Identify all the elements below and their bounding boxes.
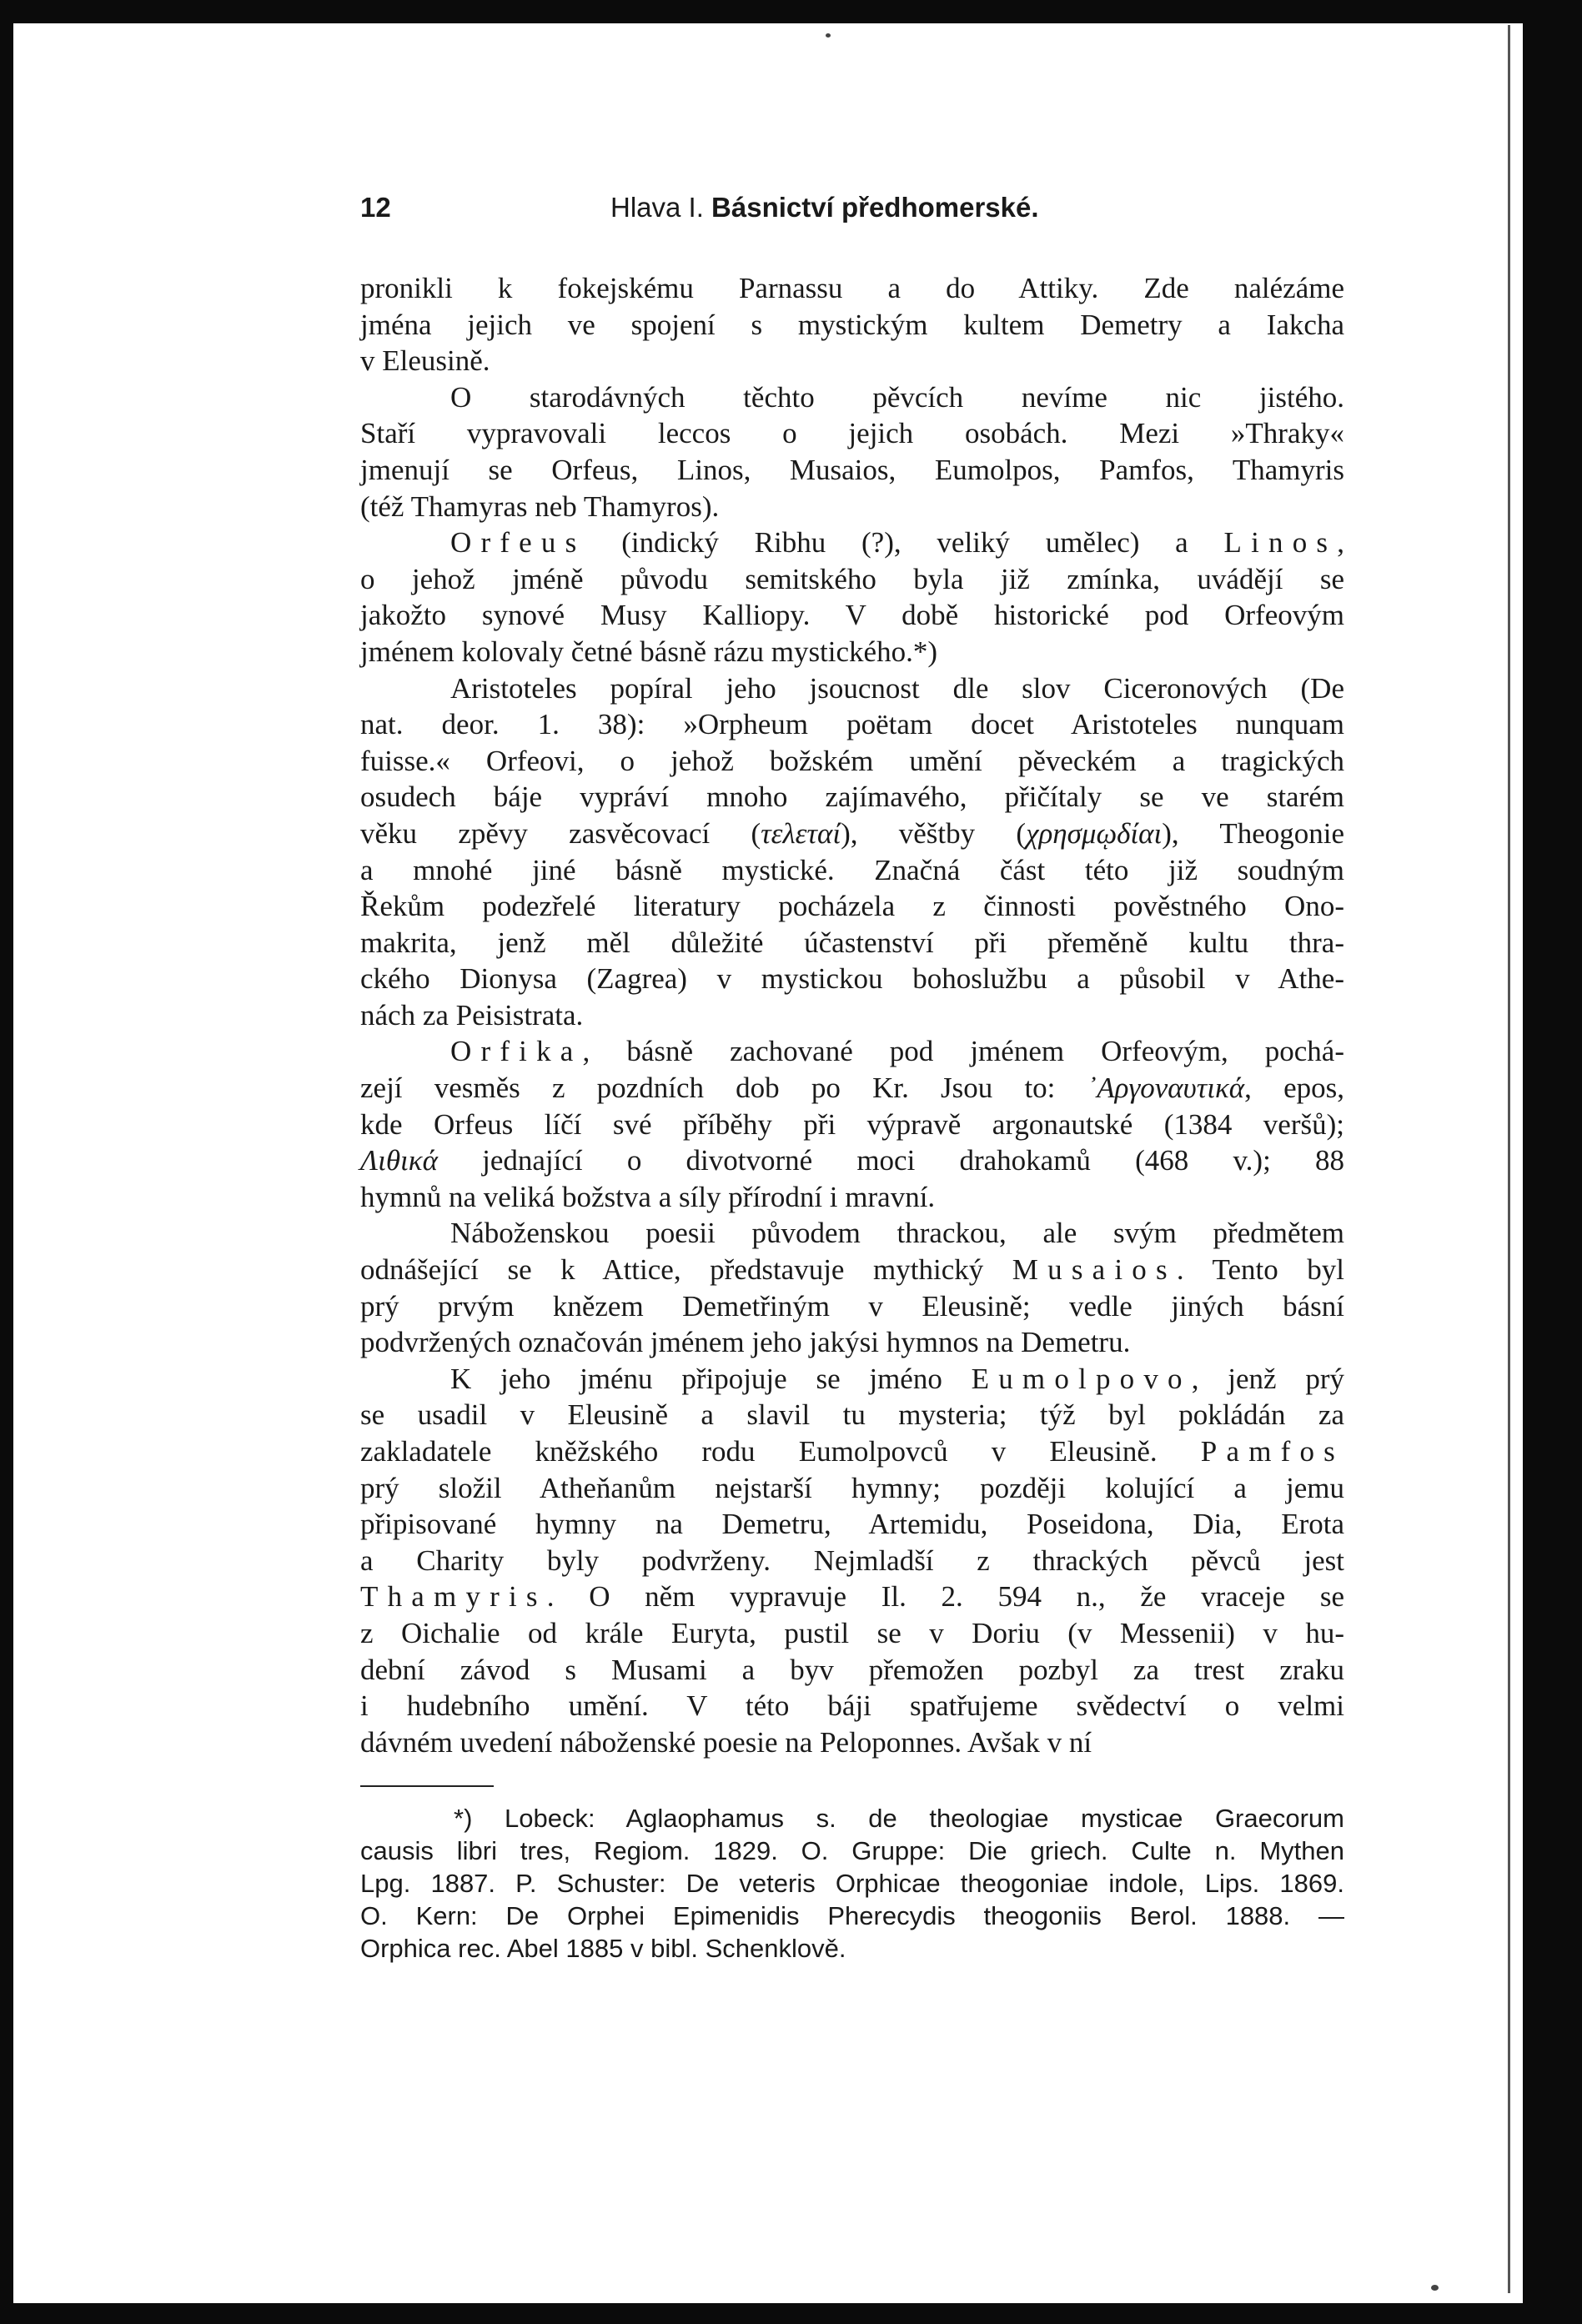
text-line: fuisse.« Orfeovi, o jehož božském umění pěveckém a tragických — [360, 744, 1344, 777]
text-segment: . O něm vypravuje Il. 2. 594 n., že vraceje se — [546, 1580, 1344, 1614]
spaced-name: Orfika — [450, 1035, 583, 1068]
footnote-line: O. Kern: De Orphei Epimenidis Pherecydis theogoniis Berol. 1888. — — [360, 1901, 1344, 1931]
running-title — [610, 192, 1039, 223]
text-line: pronikli k fokejskému Parnassu a do Attiky. Zde nalézáme — [360, 272, 1344, 304]
paragraph — [360, 270, 1344, 379]
spaced-name: Musaios — [1012, 1253, 1177, 1287]
text-segment: zejí vesměs z pozdních dob po Kr. Jsou to: — [360, 1072, 1087, 1105]
text-segment: odnášející se k Attice, představuje mythický — [360, 1253, 1012, 1287]
text-segment: , epos, — [1244, 1072, 1344, 1105]
scan-border-top — [0, 0, 1582, 23]
greek-term: ᾿Αργοναυτικά — [1087, 1072, 1245, 1105]
text-segment: , jenž prý — [1191, 1362, 1344, 1395]
footnote-line: Orphica rec. Abel 1885 v bibl. Schenklově. — [360, 1934, 846, 1964]
text-line — [360, 1033, 1344, 1070]
scan-border-right — [1523, 0, 1582, 2324]
paragraph — [360, 525, 1344, 670]
text-segment: , básně zachované pod jménem Orfeovým, pochá- — [582, 1035, 1344, 1068]
text-line: makrita, jenž měl důležité účastenství při přeměně kultu thra- — [360, 926, 1344, 959]
text-line: jakožto synové Musy Kalliopy. V době historické pod Orfeovým — [360, 599, 1344, 632]
text-line — [360, 1579, 1344, 1615]
text-line — [360, 525, 1344, 561]
spaced-name: Orfeus — [450, 526, 586, 560]
text-line: podvržených označován jménem jeho jakýsi hymnos na Demetru. — [360, 1326, 1131, 1359]
text-line — [360, 1070, 1344, 1107]
text-line: jména jejich ve spojení s mystickým kultem Demetry a Iakcha — [360, 308, 1344, 341]
text-line: nat. deor. 1. 38): »Orpheum poëtam docet Aristoteles nunquam — [360, 708, 1344, 741]
footnote-line: causis libri tres, Regiom. 1829. O. Gruppe: Die griech. Culte n. Mythen — [360, 1836, 1344, 1866]
text-line: osudech báje vypráví mnoho zajímavého, přičítaly se ve starém — [360, 781, 1344, 814]
paragraph — [360, 1033, 1344, 1215]
text-line: ckého Dionysa (Zagrea) v mystickou bohoslužbu a působil v Athe- — [360, 962, 1344, 996]
text-line — [360, 1361, 1344, 1398]
scan-speck — [826, 33, 831, 38]
greek-term: τελεταί — [761, 816, 841, 850]
text-segment: jednající o divotvorné moci drahokamů (468 v.); 88 — [437, 1144, 1344, 1177]
text-line: o jehož jméně původu semitského byla již zmínka, uvádějí se — [360, 562, 1344, 595]
text-line: dební závod s Musami a byv přemožen pozbyl za trest zraku — [360, 1653, 1344, 1686]
text-segment: ), Theogonie — [1162, 816, 1344, 850]
text-line: dávném uvedení náboženské poesie na Peloponnes. Avšak v ní — [360, 1725, 1092, 1759]
text-segment: . Tento byl — [1176, 1253, 1344, 1287]
spaced-name: Pamfos — [1200, 1435, 1344, 1468]
text-line: Řekům podezřelé literatury pocházela z činnosti pověstného Ono- — [360, 890, 1344, 923]
book-page — [360, 185, 1344, 1965]
text-line: O starodávných těchto pěvcích nevíme nic jistého. — [450, 380, 1344, 414]
body-text — [360, 270, 1344, 1760]
text-line — [360, 1252, 1344, 1288]
text-segment: věku zpěvy zasvěcovací ( — [360, 816, 761, 850]
text-line: hymnů na veliká božstva a síly přírodní i mravní. — [360, 1180, 936, 1213]
running-head — [360, 185, 1344, 227]
paragraph — [360, 1215, 1344, 1360]
text-line: kde Orfeus líčí své příběhy při výpravě argonautské (1384 veršů); — [360, 1107, 1344, 1141]
page-edge — [1508, 25, 1510, 2293]
spaced-name: Thamyris — [360, 1580, 547, 1614]
text-line: Náboženskou poesii původem thrackou, ale svým předmětem — [450, 1217, 1344, 1250]
chapter-title: Básnictví předhomerské. — [711, 192, 1039, 223]
footnote-line: Lpg. 1887. P. Schuster: De veteris Orphicae theogoniae indole, Lips. 1869. — [360, 1869, 1344, 1899]
text-line — [360, 1433, 1344, 1470]
paragraph — [360, 1361, 1344, 1761]
text-line: prý složil Atheňanům nejstarší hymny; později kolující a jemu — [360, 1471, 1344, 1504]
text-line: a mnohé jiné básně mystické. Značná část této již soudným — [360, 853, 1344, 886]
chapter-label: Hlava I. — [610, 192, 704, 223]
greek-term: χρησμῳδίαι — [1026, 816, 1163, 850]
paragraph — [360, 670, 1344, 1034]
text-segment: K jeho jménu připojuje se jméno — [450, 1362, 972, 1395]
text-line: připisované hymny na Demetru, Artemidu, Poseidona, Dia, Erota — [360, 1508, 1344, 1541]
page-number: 12 — [360, 192, 391, 223]
text-line: z Oichalie od krále Euryta, pustil se v Doriu (v Messenii) v hu- — [360, 1616, 1344, 1649]
text-line — [360, 1142, 1344, 1179]
footnote — [360, 1802, 1344, 1965]
text-line: Staří vypravovali leccos o jejich osobách. Mezi »Thraky« — [360, 417, 1344, 450]
paragraph — [360, 379, 1344, 525]
text-line: se usadil v Eleusině a slavil tu mysteria; týž byl pokládán za — [360, 1398, 1344, 1432]
spaced-name: Eumolpovo — [971, 1362, 1192, 1395]
scan-speck — [1431, 2285, 1439, 2291]
scan-border-left — [0, 0, 13, 2324]
text-line: jmenují se Orfeus, Linos, Musaios, Eumolpos, Pamfos, Thamyris — [360, 453, 1344, 486]
text-segment: (indický Ribhu (?), veliký umělec) a — [585, 526, 1224, 560]
text-segment: , — [1337, 526, 1344, 560]
text-line: Aristoteles popíral jeho jsoucnost dle slov Ciceronových (De — [450, 671, 1344, 705]
text-line: (též Thamyras neb Thamyros). — [360, 489, 720, 523]
spaced-name: Linos — [1223, 526, 1338, 560]
text-line: i hudebního umění. V této báji spatřujeme svědectví o velmi — [360, 1689, 1344, 1723]
text-line: jménem kolovaly četné básně rázu mystického.*) — [360, 635, 937, 668]
text-line: a Charity byly podvrženy. Nejmladší z thrackých pěvců jest — [360, 1543, 1344, 1577]
text-line: nách za Peisistrata. — [360, 998, 584, 1031]
text-line — [360, 816, 1344, 852]
text-line: v Eleusině. — [360, 344, 490, 378]
footnote-line: *) Lobeck: Aglaophamus s. de theologiae mysticae Graecorum — [454, 1804, 1344, 1834]
footnote-rule — [360, 1785, 494, 1787]
scan-border-bottom — [0, 2303, 1582, 2324]
text-segment: ), věštby ( — [841, 816, 1027, 850]
text-line: prý prvým knězem Demetřiným v Eleusině; vedle jiných básní — [360, 1289, 1344, 1323]
greek-term: Λιθικά — [360, 1144, 438, 1177]
text-segment: zakladatele kněžského rodu Eumolpovců v Eleusině. — [360, 1435, 1201, 1468]
